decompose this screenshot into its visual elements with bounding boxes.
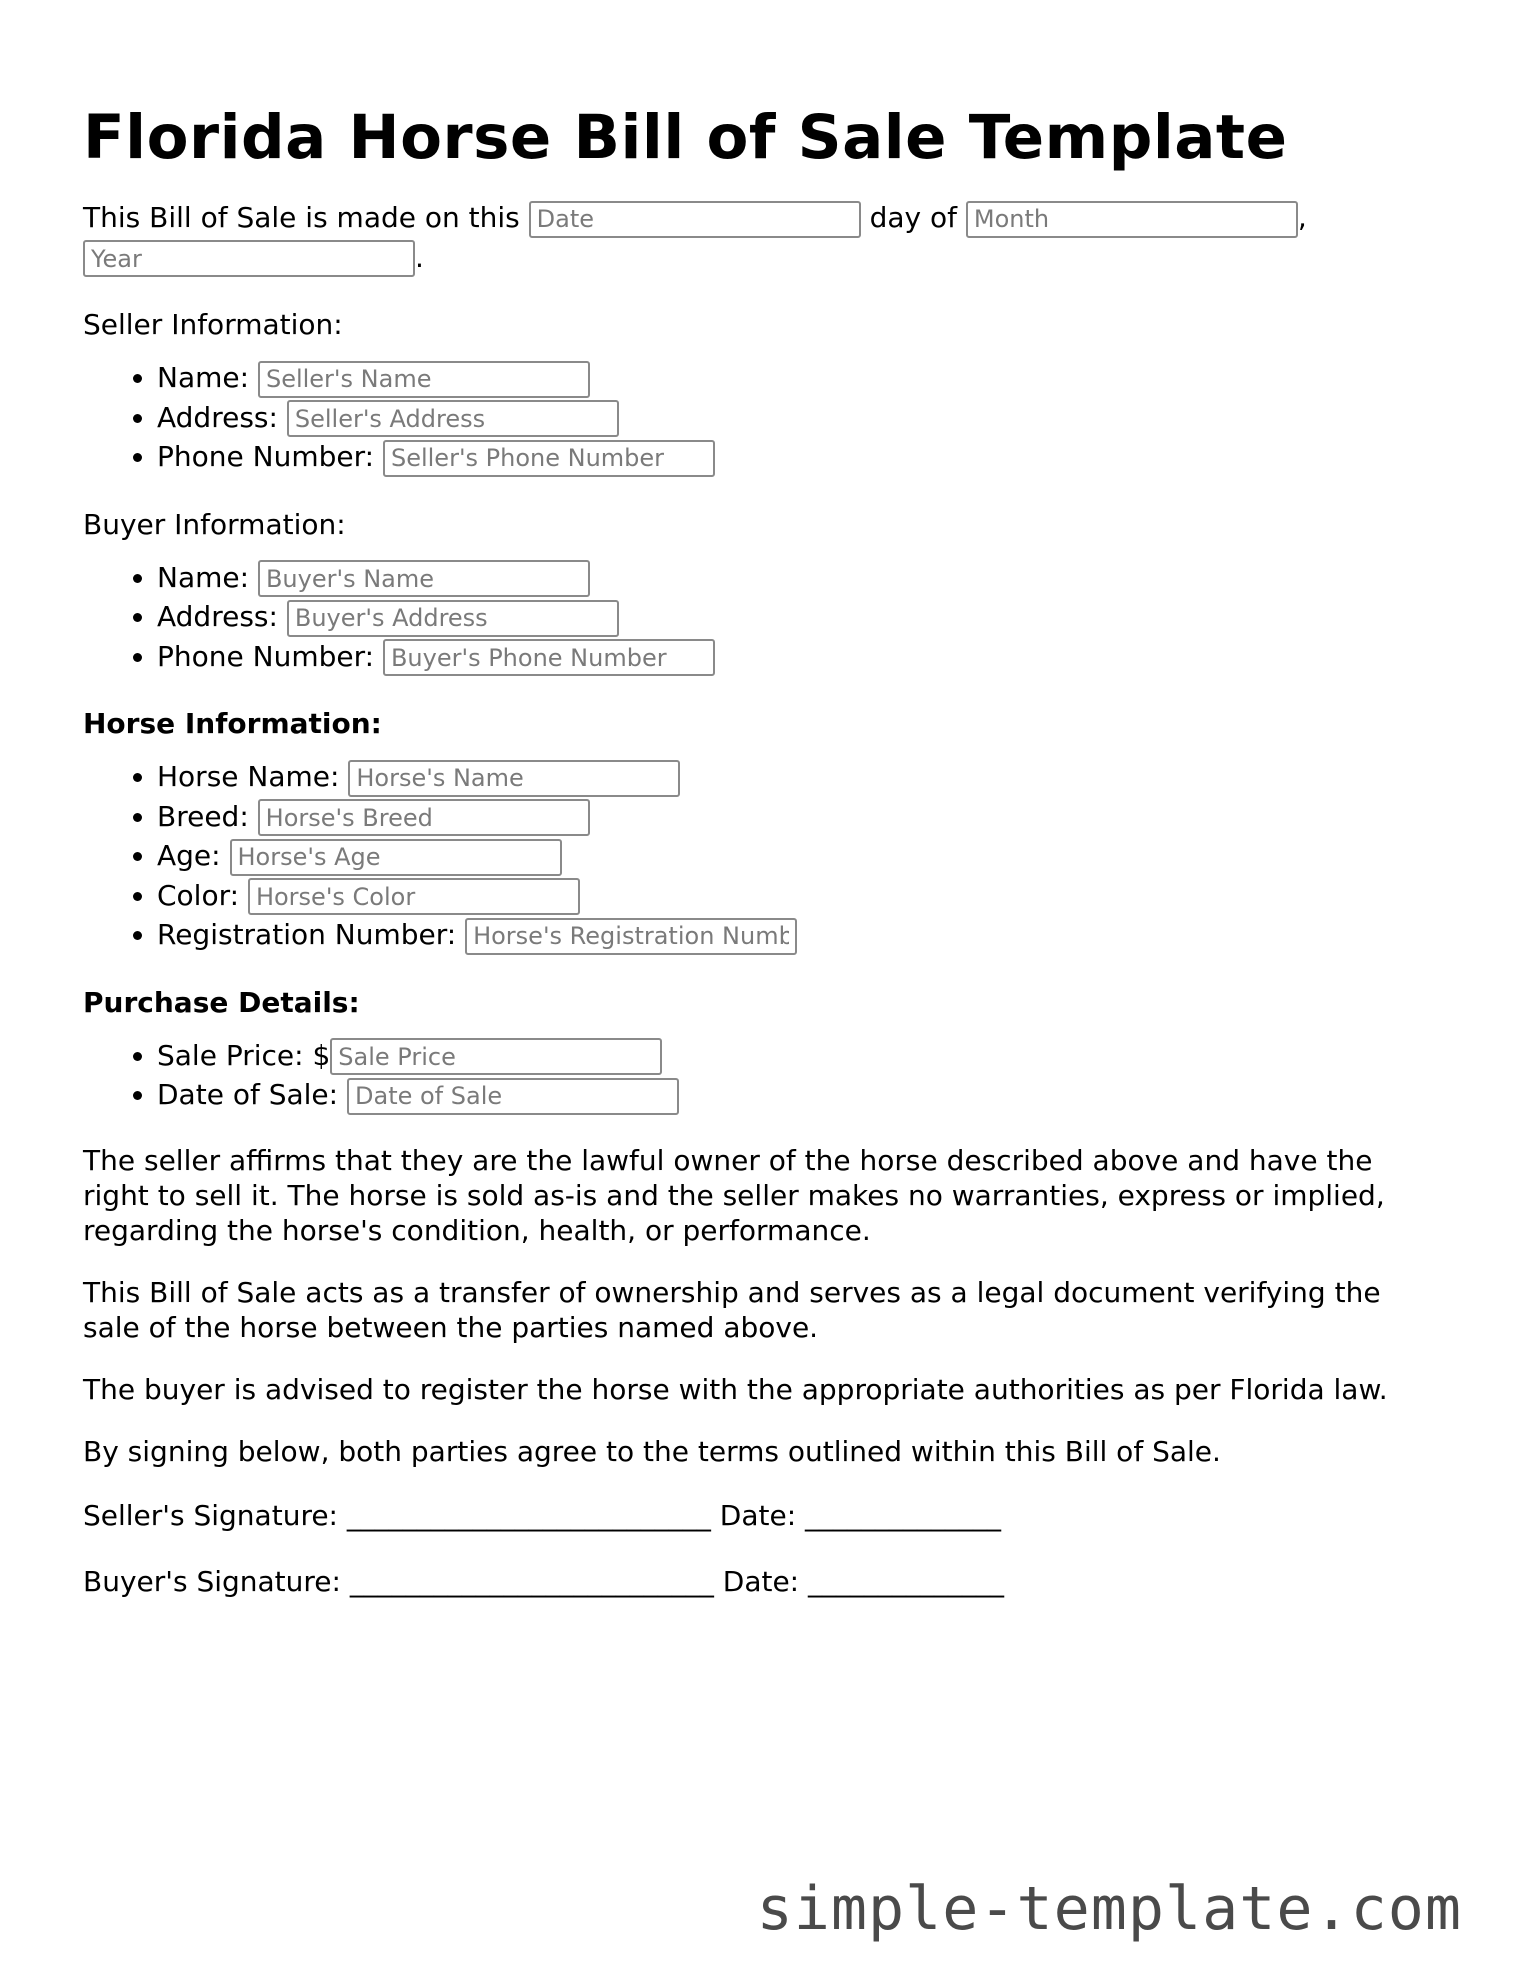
sale-date-label: Date of Sale:	[157, 1078, 339, 1111]
buyer-address-label: Address:	[157, 600, 278, 633]
horse-age-item	[157, 836, 1443, 876]
sale-price-item	[157, 1036, 1443, 1076]
register-paragraph: The buyer is advised to register the horse with the appropriate authorities as per Florida law.	[83, 1372, 1388, 1406]
intro-month-input[interactable]	[966, 201, 1298, 238]
buyer-signature-line: Buyer's Signature: __________________________ Date: ______________	[83, 1564, 1005, 1598]
intro-text-day-of: day of	[869, 201, 957, 234]
seller-address-item	[157, 398, 1443, 438]
horse-info-list	[83, 757, 1443, 955]
seller-info-list	[83, 358, 1443, 477]
horse-name-item	[157, 757, 1443, 797]
seller-address-label: Address:	[157, 400, 278, 434]
document-page	[83, 100, 1443, 1628]
horse-heading: Horse Information:	[83, 707, 382, 740]
horse-registration-label: Registration Number:	[157, 918, 457, 951]
seller-heading: Seller Information:	[83, 308, 343, 341]
buyer-phone-label: Phone Number:	[157, 639, 375, 673]
buyer-heading: Buyer Information:	[83, 507, 346, 541]
horse-color-item	[157, 876, 1443, 916]
seller-name-label: Name:	[157, 361, 250, 394]
purchase-info-list	[83, 1036, 1443, 1115]
seller-signature-line: Seller's Signature: __________________________ Date: ______________	[83, 1498, 1002, 1532]
buyer-name-item	[157, 558, 1443, 598]
intro-period: .	[415, 240, 424, 274]
sale-price-input[interactable]	[330, 1038, 662, 1075]
seller-phone-item	[157, 437, 1443, 477]
agreement-paragraph: By signing below, both parties agree to the terms outlined within this Bill of Sale.	[83, 1434, 1221, 1468]
seller-name-input[interactable]	[258, 361, 590, 398]
horse-breed-item	[157, 797, 1443, 837]
intro-sentence	[83, 198, 1443, 277]
buyer-phone-input[interactable]	[383, 639, 715, 676]
seller-address-input[interactable]	[287, 400, 619, 437]
horse-registration-item	[157, 915, 1443, 955]
buyer-address-item	[157, 597, 1443, 637]
buyer-phone-item	[157, 637, 1443, 677]
seller-phone-label: Phone Number:	[157, 440, 375, 473]
horse-color-label: Color:	[157, 878, 240, 912]
seller-name-item	[157, 358, 1443, 398]
watermark-logo: simple-template.com	[756, 1874, 1462, 1944]
purchase-heading: Purchase Details:	[83, 985, 360, 1019]
sale-date-input[interactable]	[347, 1078, 679, 1115]
page-title: Florida Horse Bill of Sale Template	[83, 102, 1288, 173]
horse-name-input[interactable]	[348, 760, 680, 797]
sale-date-item	[157, 1075, 1443, 1115]
intro-text-before-date: This Bill of Sale is made on this	[83, 201, 520, 234]
horse-breed-input[interactable]	[258, 799, 590, 836]
intro-comma: ,	[1297, 201, 1307, 234]
intro-year-input[interactable]	[83, 240, 415, 277]
horse-age-label: Age:	[157, 839, 221, 872]
legal-text	[83, 1143, 1443, 1469]
buyer-info-list	[83, 558, 1443, 677]
horse-age-input[interactable]	[230, 839, 562, 876]
horse-color-input[interactable]	[248, 878, 580, 915]
horse-name-label: Horse Name:	[157, 760, 340, 793]
sale-price-label: Sale Price: $	[157, 1038, 331, 1072]
transfer-paragraph: This Bill of Sale acts as a transfer of ownership and serves as a legal document verifying the sale of the horse between the parties named above.	[83, 1275, 1381, 1344]
horse-registration-input[interactable]	[465, 918, 797, 955]
intro-date-input[interactable]	[529, 201, 861, 238]
affirmation-paragraph: The seller affirms that they are the lawful owner of the horse described above and have the right to sell it. The horse is sold as-is and the seller makes no warranties, express or implied, regarding the horse's condition, health, or performance.	[83, 1143, 1385, 1247]
buyer-name-input[interactable]	[258, 560, 590, 597]
buyer-address-input[interactable]	[287, 600, 619, 637]
horse-breed-label: Breed:	[157, 799, 249, 833]
buyer-name-label: Name:	[157, 560, 250, 594]
seller-phone-input[interactable]	[383, 440, 715, 477]
